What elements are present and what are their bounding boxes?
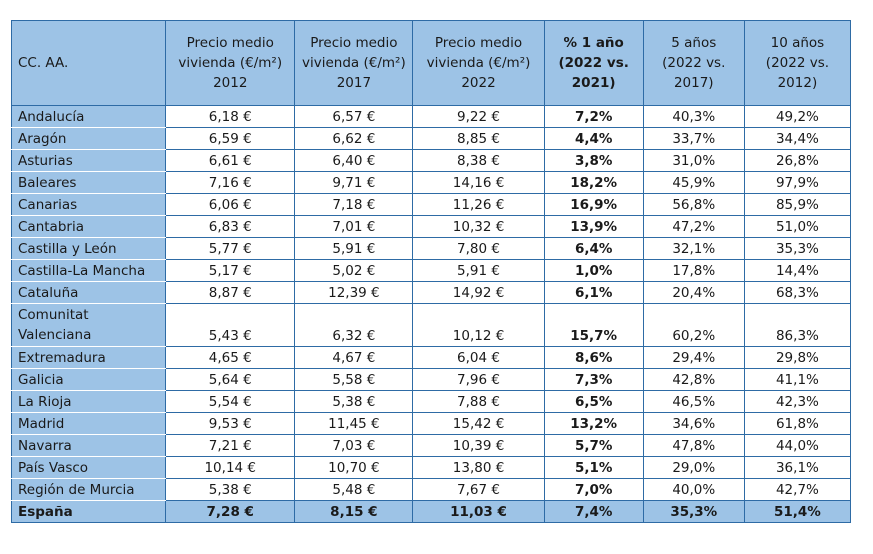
value-cell-y10: 36,1% — [744, 457, 850, 479]
value-cell-p2017: 9,71 € — [295, 172, 413, 194]
value-cell-p2012: 5,54 € — [166, 391, 295, 413]
value-cell-p2017: 7,01 € — [295, 216, 413, 238]
value-cell-y1: 16,9% — [544, 194, 643, 216]
value-cell-y5: 47,2% — [643, 216, 744, 238]
region-cell: Madrid — [12, 413, 166, 435]
region-cell: Navarra — [12, 435, 166, 457]
value-cell-p2012: 7,21 € — [166, 435, 295, 457]
table-row — [12, 304, 851, 347]
table-row — [12, 172, 851, 194]
value-cell-p2017: 6,57 € — [295, 106, 413, 128]
region-cell: Aragón — [12, 128, 166, 150]
table-row — [12, 194, 851, 216]
housing-price-table — [11, 20, 851, 523]
value-cell-y5: 35,3% — [643, 501, 744, 523]
value-cell-p2017: 5,38 € — [295, 391, 413, 413]
value-cell-y10: 35,3% — [744, 238, 850, 260]
column-header-5: 5 años (2022 vs. 2017) — [643, 21, 744, 106]
value-cell-y10: 34,4% — [744, 128, 850, 150]
value-cell-y10: 86,3% — [744, 304, 850, 347]
value-cell-y10: 42,3% — [744, 391, 850, 413]
value-cell-p2022: 9,22 € — [413, 106, 544, 128]
value-cell-y10: 85,9% — [744, 194, 850, 216]
table-row — [12, 369, 851, 391]
value-cell-y5: 46,5% — [643, 391, 744, 413]
value-cell-y5: 31,0% — [643, 150, 744, 172]
value-cell-p2012: 4,65 € — [166, 347, 295, 369]
value-cell-p2012: 6,18 € — [166, 106, 295, 128]
value-cell-y10: 51,4% — [744, 501, 850, 523]
value-cell-y1: 5,1% — [544, 457, 643, 479]
column-header-3: Precio medio vivienda (€/m²) 2022 — [413, 21, 544, 106]
value-cell-y5: 32,1% — [643, 238, 744, 260]
value-cell-y10: 49,2% — [744, 106, 850, 128]
value-cell-p2012: 5,77 € — [166, 238, 295, 260]
table-row — [12, 347, 851, 369]
value-cell-y10: 44,0% — [744, 435, 850, 457]
value-cell-p2017: 5,02 € — [295, 260, 413, 282]
value-cell-y10: 26,8% — [744, 150, 850, 172]
table-row — [12, 413, 851, 435]
region-cell: Baleares — [12, 172, 166, 194]
value-cell-p2012: 5,64 € — [166, 369, 295, 391]
value-cell-p2022: 8,38 € — [413, 150, 544, 172]
region-cell: Extremadura — [12, 347, 166, 369]
value-cell-p2017: 12,39 € — [295, 282, 413, 304]
value-cell-p2012: 6,83 € — [166, 216, 295, 238]
value-cell-p2022: 7,96 € — [413, 369, 544, 391]
value-cell-p2012: 5,17 € — [166, 260, 295, 282]
region-cell: Andalucía — [12, 106, 166, 128]
value-cell-p2017: 5,58 € — [295, 369, 413, 391]
region-cell: Región de Murcia — [12, 479, 166, 501]
value-cell-p2017: 8,15 € — [295, 501, 413, 523]
value-cell-y1: 8,6% — [544, 347, 643, 369]
value-cell-y5: 17,8% — [643, 260, 744, 282]
region-cell: La Rioja — [12, 391, 166, 413]
value-cell-p2017: 5,48 € — [295, 479, 413, 501]
value-cell-y10: 29,8% — [744, 347, 850, 369]
value-cell-p2012: 10,14 € — [166, 457, 295, 479]
value-cell-p2017: 7,03 € — [295, 435, 413, 457]
value-cell-p2022: 15,42 € — [413, 413, 544, 435]
value-cell-y10: 41,1% — [744, 369, 850, 391]
value-cell-p2012: 9,53 € — [166, 413, 295, 435]
table-row — [12, 435, 851, 457]
total-row — [12, 501, 851, 523]
value-cell-p2022: 6,04 € — [413, 347, 544, 369]
value-cell-p2022: 14,16 € — [413, 172, 544, 194]
value-cell-y1: 3,8% — [544, 150, 643, 172]
value-cell-y1: 7,4% — [544, 501, 643, 523]
value-cell-y5: 47,8% — [643, 435, 744, 457]
value-cell-p2017: 7,18 € — [295, 194, 413, 216]
value-cell-y1: 4,4% — [544, 128, 643, 150]
region-cell: Asturias — [12, 150, 166, 172]
value-cell-p2012: 8,87 € — [166, 282, 295, 304]
value-cell-p2022: 8,85 € — [413, 128, 544, 150]
value-cell-p2017: 6,32 € — [295, 304, 413, 347]
table-row — [12, 238, 851, 260]
value-cell-p2022: 14,92 € — [413, 282, 544, 304]
value-cell-p2017: 4,67 € — [295, 347, 413, 369]
value-cell-y1: 6,4% — [544, 238, 643, 260]
region-cell: España — [12, 501, 166, 523]
value-cell-y1: 7,3% — [544, 369, 643, 391]
table-row — [12, 260, 851, 282]
value-cell-p2012: 6,61 € — [166, 150, 295, 172]
value-cell-p2022: 7,67 € — [413, 479, 544, 501]
region-cell: Cantabria — [12, 216, 166, 238]
value-cell-y1: 1,0% — [544, 260, 643, 282]
value-cell-y5: 60,2% — [643, 304, 744, 347]
value-cell-p2012: 5,43 € — [166, 304, 295, 347]
value-cell-y10: 42,7% — [744, 479, 850, 501]
value-cell-y10: 61,8% — [744, 413, 850, 435]
value-cell-y5: 40,0% — [643, 479, 744, 501]
column-header-6: 10 años (2022 vs. 2012) — [744, 21, 850, 106]
value-cell-y5: 34,6% — [643, 413, 744, 435]
table-row — [12, 216, 851, 238]
column-header-0: CC. AA. — [12, 21, 166, 106]
value-cell-p2017: 11,45 € — [295, 413, 413, 435]
region-cell: Comunitat Valenciana — [12, 304, 166, 347]
region-cell: Canarias — [12, 194, 166, 216]
table-row — [12, 106, 851, 128]
value-cell-p2022: 5,91 € — [413, 260, 544, 282]
value-cell-y5: 29,0% — [643, 457, 744, 479]
table-row — [12, 391, 851, 413]
value-cell-y1: 6,5% — [544, 391, 643, 413]
value-cell-y5: 42,8% — [643, 369, 744, 391]
value-cell-y1: 13,2% — [544, 413, 643, 435]
value-cell-p2012: 6,06 € — [166, 194, 295, 216]
region-cell: Cataluña — [12, 282, 166, 304]
value-cell-y10: 14,4% — [744, 260, 850, 282]
table-row — [12, 150, 851, 172]
value-cell-y5: 29,4% — [643, 347, 744, 369]
table-row — [12, 479, 851, 501]
value-cell-p2022: 10,32 € — [413, 216, 544, 238]
value-cell-y10: 51,0% — [744, 216, 850, 238]
column-header-4: % 1 año (2022 vs. 2021) — [544, 21, 643, 106]
value-cell-p2017: 6,40 € — [295, 150, 413, 172]
value-cell-p2017: 5,91 € — [295, 238, 413, 260]
value-cell-p2022: 13,80 € — [413, 457, 544, 479]
value-cell-y1: 13,9% — [544, 216, 643, 238]
value-cell-p2022: 11,03 € — [413, 501, 544, 523]
value-cell-y1: 15,7% — [544, 304, 643, 347]
value-cell-y1: 7,0% — [544, 479, 643, 501]
header-row — [12, 21, 851, 106]
column-header-1: Precio medio vivienda (€/m²) 2012 — [166, 21, 295, 106]
table-row — [12, 457, 851, 479]
value-cell-y5: 33,7% — [643, 128, 744, 150]
value-cell-y1: 5,7% — [544, 435, 643, 457]
value-cell-p2012: 5,38 € — [166, 479, 295, 501]
value-cell-y1: 7,2% — [544, 106, 643, 128]
table-row — [12, 128, 851, 150]
region-cell: Galicia — [12, 369, 166, 391]
value-cell-y5: 20,4% — [643, 282, 744, 304]
value-cell-p2022: 10,12 € — [413, 304, 544, 347]
value-cell-p2022: 7,80 € — [413, 238, 544, 260]
value-cell-p2017: 6,62 € — [295, 128, 413, 150]
value-cell-p2017: 10,70 € — [295, 457, 413, 479]
region-cell: Castilla y León — [12, 238, 166, 260]
value-cell-y10: 97,9% — [744, 172, 850, 194]
region-cell: País Vasco — [12, 457, 166, 479]
value-cell-p2022: 10,39 € — [413, 435, 544, 457]
value-cell-y5: 40,3% — [643, 106, 744, 128]
value-cell-p2012: 7,16 € — [166, 172, 295, 194]
value-cell-p2012: 6,59 € — [166, 128, 295, 150]
value-cell-p2012: 7,28 € — [166, 501, 295, 523]
region-cell: Castilla-La Mancha — [12, 260, 166, 282]
table-row — [12, 282, 851, 304]
value-cell-y1: 18,2% — [544, 172, 643, 194]
value-cell-y1: 6,1% — [544, 282, 643, 304]
value-cell-y5: 45,9% — [643, 172, 744, 194]
value-cell-p2022: 7,88 € — [413, 391, 544, 413]
value-cell-y10: 68,3% — [744, 282, 850, 304]
column-header-2: Precio medio vivienda (€/m²) 2017 — [295, 21, 413, 106]
value-cell-p2022: 11,26 € — [413, 194, 544, 216]
value-cell-y5: 56,8% — [643, 194, 744, 216]
